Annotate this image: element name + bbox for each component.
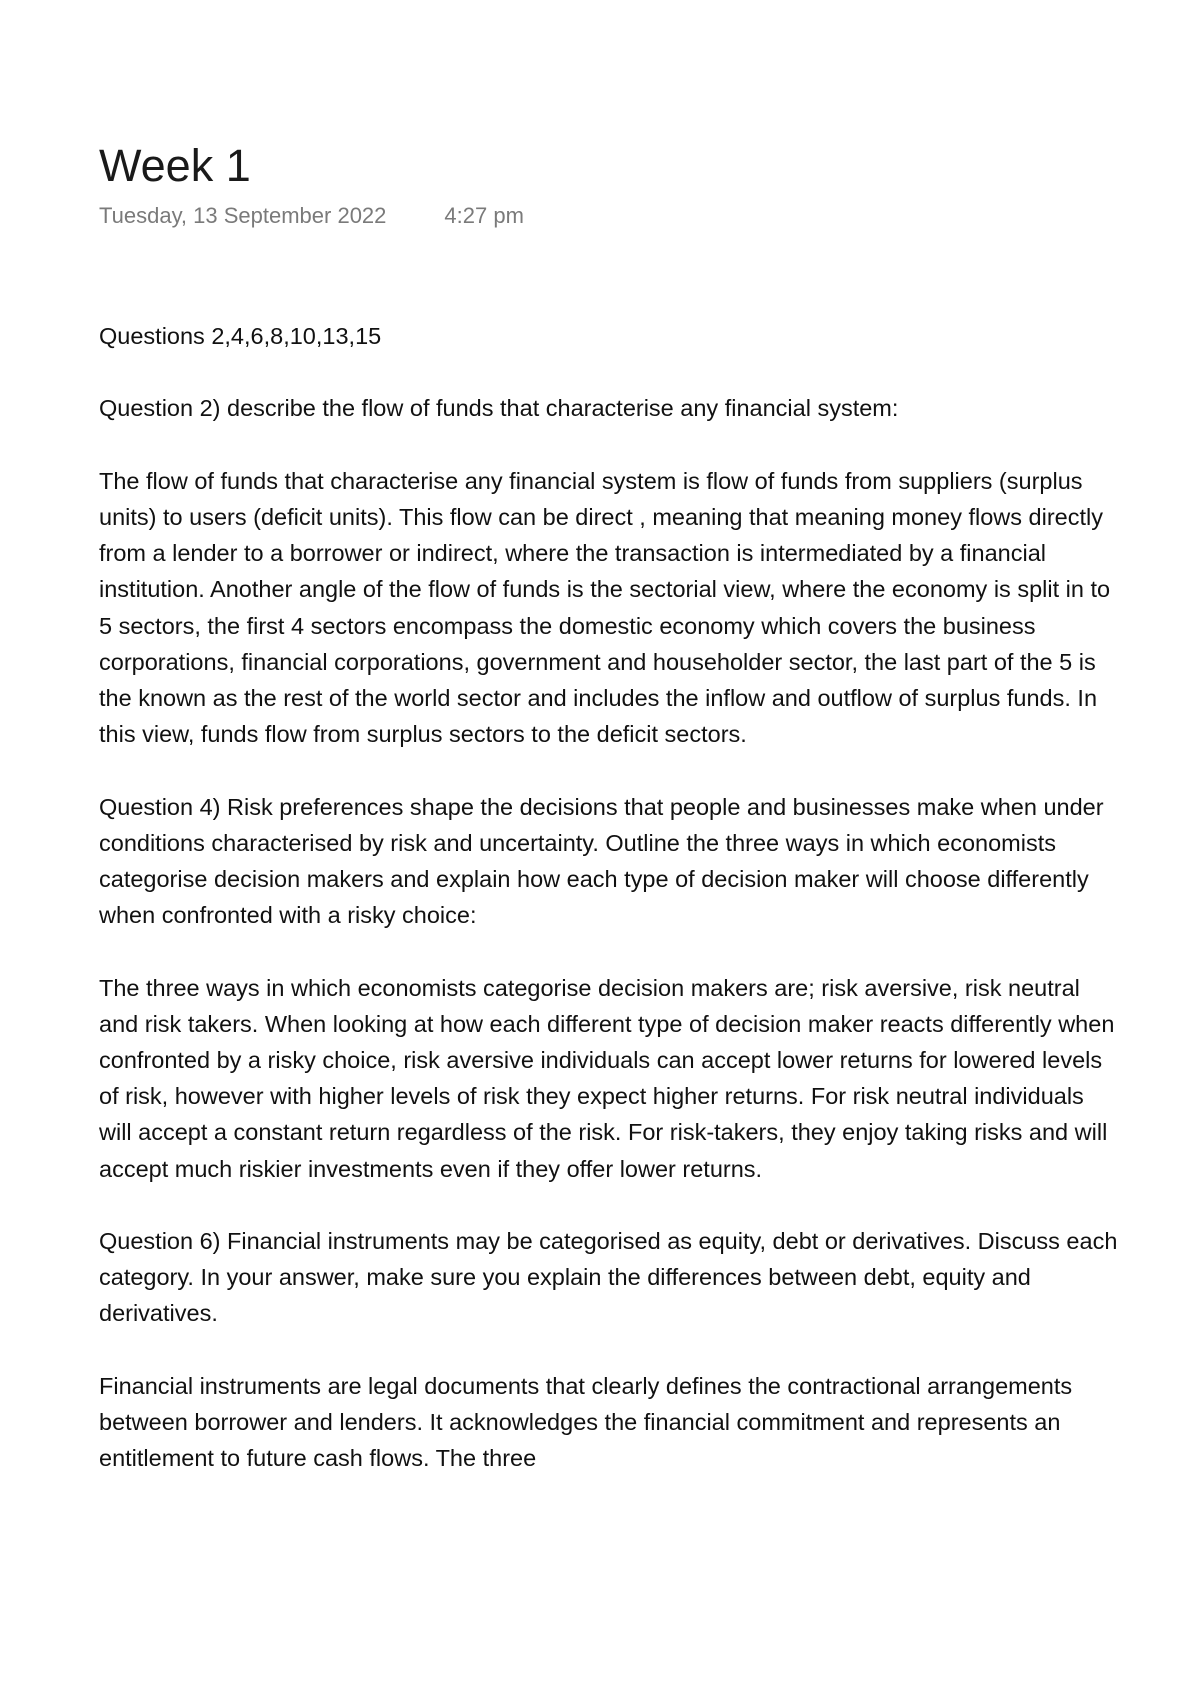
note-meta	[99, 202, 1119, 230]
question-2-prompt: Question 2) describe the flow of funds that characterise any financial system:	[99, 395, 899, 422]
note-time: 4:27 pm	[444, 203, 524, 228]
questions-list-line: Questions 2,4,6,8,10,13,15	[99, 323, 382, 349]
question-6-answer: Financial instruments are legal documents that clearly defines the contractional arrangements between borrower and lenders. It acknowledges the financial commitment and represents an entitlement to future cash flows. The three	[99, 1372, 1073, 1472]
question-4-prompt: Question 4) Risk preferences shape the decisions that people and businesses make when under conditions characterised by risk and uncertainty. Outline the three ways in which economists categorise decision makers and explain how each type of decision maker will choose differently when confronted with a risky choice:	[99, 793, 1104, 929]
question-4-answer: The three ways in which economists categorise decision makers are; risk aversive, risk neutral and risk takers. When looking at how each different type of decision maker reacts differently when confronted by a risky choice, risk aversive individuals can accept lower returns for lowered levels of risk, however with higher levels of risk they expect higher returns. For risk neutral individuals will accept a constant return regardless of the risk. For risk-takers, they enjoy taking risks and will accept much riskier investments even if they offer lower returns.	[99, 974, 1115, 1182]
question-2-answer: The flow of funds that characterise any financial system is flow of funds from suppliers (surplus units) to users (deficit units). This flow can be direct , meaning that meaning money flows directly from a lender to a borrower or indirect, where the transaction is intermediated by a financial institution. Another angle of the flow of funds is the sectorial view, where the economy is split in to 5 sectors, the first 4 sectors encompass the domestic economy which covers the business corporations, financial corporations, government and householder sector, the last part of the 5 is the known as the rest of the world sector and includes the inflow and outflow of surplus funds. In this view, funds flow from surplus sectors to the deficit sectors.	[99, 467, 1111, 748]
note-body	[99, 318, 1119, 1476]
note-content	[99, 138, 1119, 1513]
note-date: Tuesday, 13 September 2022	[99, 203, 387, 228]
question-6-prompt: Question 6) Financial instruments may be categorised as equity, debt or derivatives. Discuss each category. In your answer, make sure you explain the differences between debt, equity and derivatives.	[99, 1228, 1118, 1327]
page-title: Week 1	[99, 140, 251, 191]
